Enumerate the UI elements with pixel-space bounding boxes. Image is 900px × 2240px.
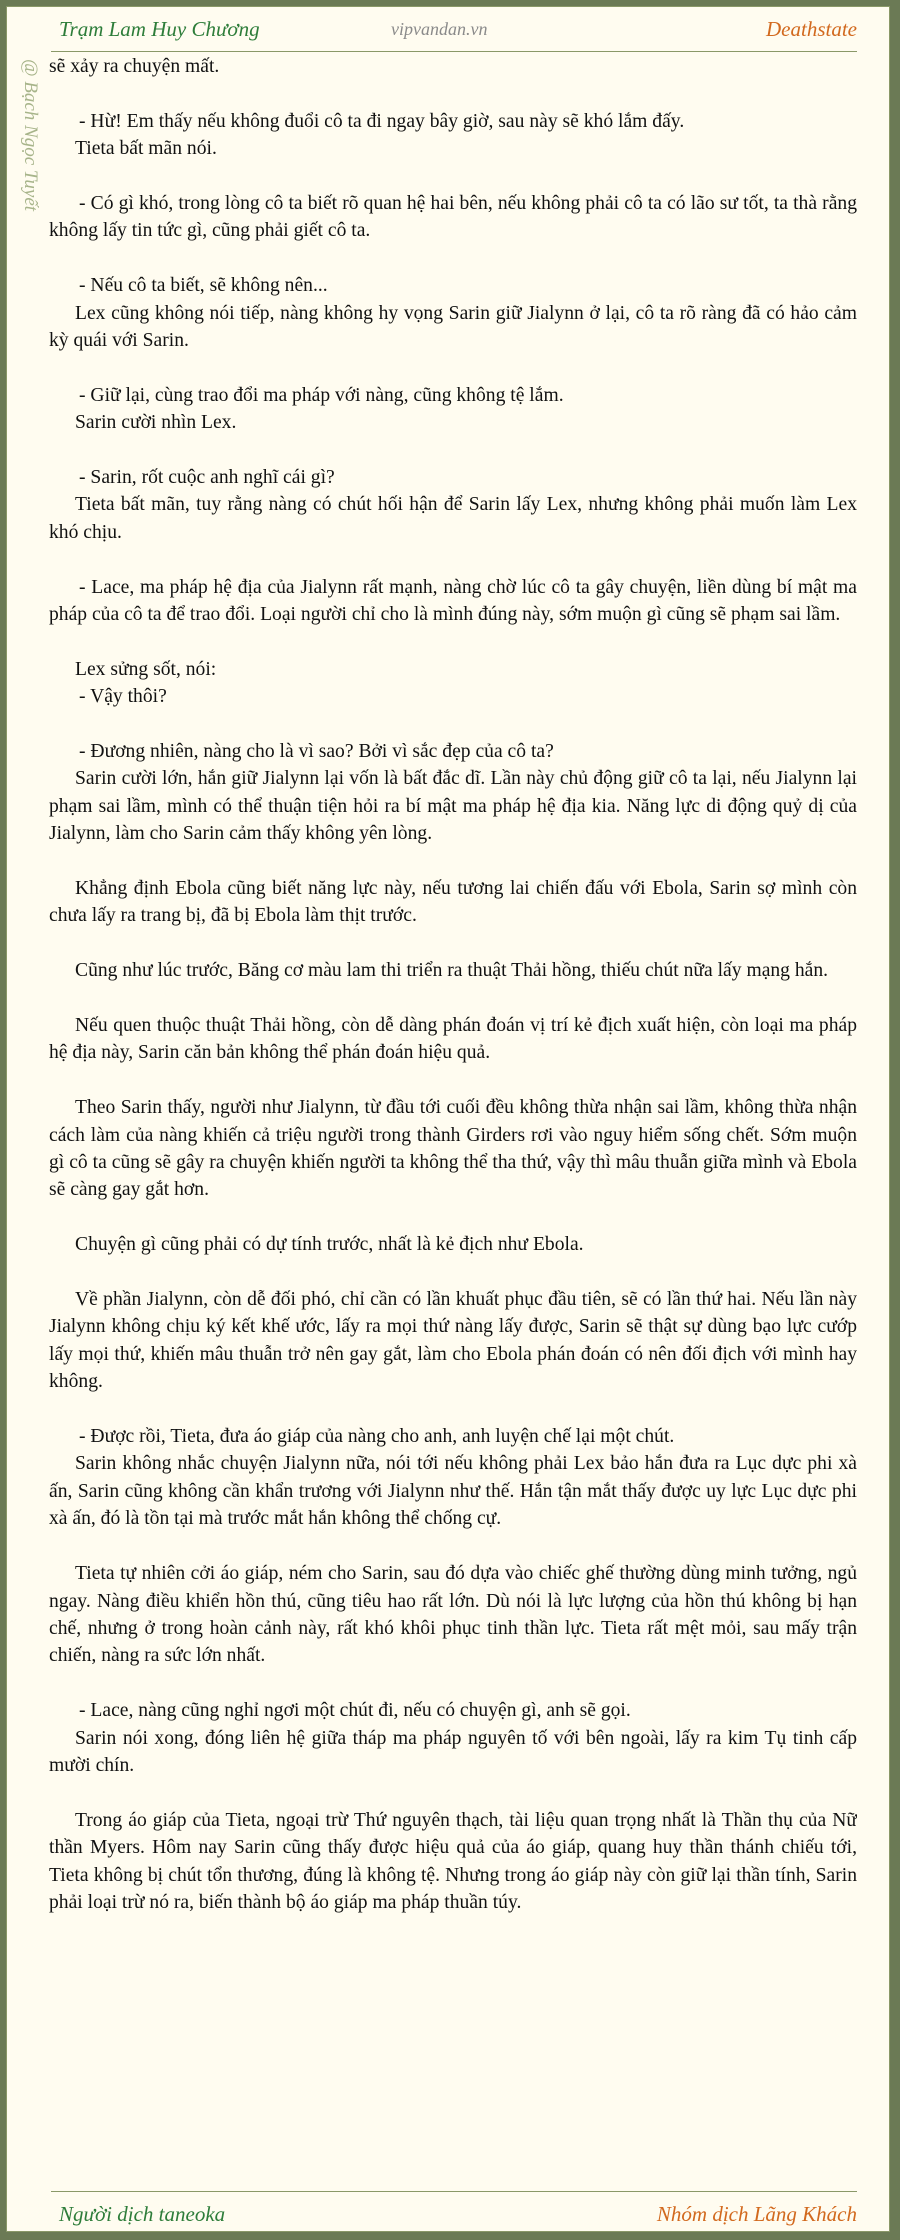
paragraph-gap	[49, 1259, 857, 1286]
paragraph-gap	[49, 1396, 857, 1423]
paragraph: - Vậy thôi?	[79, 686, 167, 708]
paragraph: Cũng như lúc trước, Băng cơ màu lam thi triển ra thuật Thải hồng, thiếu chút nữa lấy mạng hắn.	[75, 960, 829, 982]
paragraph-gap	[49, 1067, 857, 1094]
page	[6, 6, 890, 2232]
header-site: vipvandan.vn	[391, 19, 488, 39]
sidebar-watermark	[9, 59, 49, 279]
paragraph: - Đương nhiên, nàng cho là vì sao? Bởi vì sắc đẹp của cô ta?	[79, 741, 554, 763]
paragraph: - Lace, ma pháp hệ địa của Jialynn rất mạnh, nàng chờ lúc cô ta gây chuyện, liền dùng bí mật ma pháp của cô ta để trao đổi. Loại người chỉ cho là mình đúng này, sớm muộn gì cũng sẽ phạm sai lầm.	[49, 576, 857, 626]
paragraph-gap	[49, 985, 857, 1012]
paragraph: - Sarin, rốt cuộc anh nghĩ cái gì?	[79, 467, 335, 489]
paragraph: Tieta bất mãn, tuy rằng nàng có chút hối hận để Sarin lấy Lex, nhưng không phải muốn làm Lex khó chịu.	[49, 494, 857, 543]
page-footer	[51, 2191, 857, 2234]
paragraph: Về phần Jialynn, còn dễ đối phó, chỉ cần có lần khuất phục đầu tiên, sẽ có lần thứ hai. Nếu lần này Jialynn không chịu ký kết khế ước, lấy ra mọi thứ nàng lấy được, Sarin sẽ thật sự dùng bạo lực cướp lấy mọi thứ, khiến mâu thuẫn trở nên gay gắt, làm cho Ebola phán đoán có nên đối địch với mình hay không.	[49, 1289, 857, 1393]
sidebar-credit: @ Bạch Ngọc Tuyết	[20, 59, 41, 212]
paragraph: - Nếu cô ta biết, sẽ không nên...	[79, 275, 328, 297]
paragraph: - Có gì khó, trong lòng cô ta biết rõ quan hệ hai bên, nếu không phải cô ta có lão sư tốt, ta thà rằng không lấy tin tức gì, cũng phải giết cô ta.	[49, 193, 857, 242]
paragraph-gap	[49, 546, 857, 573]
paragraph: Sarin cười lớn, hắn giữ Jialynn lại vốn là bất đắc dĩ. Lần này chủ động giữ cô ta lại, nếu Jialynn lại phạm sai lầm, mình có thể thuận tiện hỏi ra bí mật ma pháp hệ địa kia. Năng lực di động quỷ dị của Jialynn, làm cho Sarin cảm thấy không yên lòng.	[49, 768, 857, 845]
paragraph: - Được rồi, Tieta, đưa áo giáp của nàng cho anh, anh luyện chế lại một chút.	[79, 1426, 675, 1448]
document-body	[49, 53, 857, 2183]
paragraph-gap	[49, 437, 857, 464]
paragraph: Tieta tự nhiên cởi áo giáp, ném cho Sarin, sau đó dựa vào chiếc ghế thường dùng minh tưởng, ngủ ngay. Nàng điều khiển hồn thú, cũng tiêu hao rất lớn. Dù nói là lực lượng của hồn thú không bị hạn chế, nhưng ở trong hoàn cảnh này, rất khó khôi phục tinh thần lực. Tieta rất mệt mỏi, sau mấy trận chiến, nàng ra sức lớn nhất.	[49, 1563, 857, 1667]
paragraph: Sarin cười nhìn Lex.	[75, 412, 237, 434]
paragraph-gap	[49, 628, 857, 655]
paragraph-gap	[49, 163, 857, 190]
paragraph: Trong áo giáp của Tieta, ngoại trừ Thứ nguyên thạch, tài liệu quan trọng nhất là Thần thụ của Nữ thần Myers. Hôm nay Sarin cũng thấy được hiệu quả của áo giáp, quang huy thần thánh chiếu tới, Tieta không bị chút tổn thương, đúng là không tệ. Nhưng trong áo giáp này còn giữ lại thần tính, Sarin phải loại trừ nó ra, biến thành bộ áo giáp ma pháp thuần túy.	[49, 1809, 857, 1913]
paragraph-gap	[49, 930, 857, 957]
page-header	[51, 7, 857, 52]
paragraph: Lex sửng sốt, nói:	[75, 658, 217, 680]
paragraph: Lex cũng không nói tiếp, nàng không hy vọng Sarin giữ Jialynn ở lại, cô ta rõ ràng đã có hảo cảm kỳ quái với Sarin.	[49, 302, 857, 352]
paragraph: - Lace, nàng cũng nghỉ ngơi một chút đi, nếu có chuyện gì, anh sẽ gọi.	[79, 1700, 631, 1722]
paragraph: Tieta bất mãn nói.	[75, 138, 217, 160]
paragraph: sẽ xảy ra chuyện mất.	[49, 56, 220, 77]
paragraph: Chuyện gì cũng phải có dự tính trước, nhất là kẻ địch như Ebola.	[75, 1234, 584, 1256]
paragraph: Sarin nói xong, đóng liên hệ giữa tháp ma pháp nguyên tố với bên ngoài, lấy ra kim Tụ tinh cấp mười chín.	[49, 1727, 857, 1776]
paragraph: Theo Sarin thấy, người như Jialynn, từ đầu tới cuối đều không thừa nhận sai lầm, không thừa nhận cách làm của nàng khiến cả triệu người trong thành Girders rơi vào nguy hiểm sống chết. Sớm muộn gì cô ta cũng sẽ gây ra chuyện khiến người ta không thể tha thứ, vậy thì mâu thuẫn giữa mình và Ebola sẽ càng gay gắt hơn.	[49, 1097, 857, 1201]
paragraph-gap	[49, 848, 857, 875]
paragraph-gap	[49, 1670, 857, 1697]
paragraph-gap	[49, 245, 857, 272]
paragraph: - Giữ lại, cùng trao đổi ma pháp với nàng, cũng không tệ lắm.	[79, 384, 564, 406]
paragraph: Nếu quen thuộc thuật Thải hồng, còn dễ dàng phán đoán vị trí kẻ địch xuất hiện, còn loại ma pháp hệ địa này, Sarin căn bản không thể phán đoán hiệu quả.	[49, 1015, 857, 1064]
paragraph-gap	[49, 711, 857, 738]
paragraph-gap	[49, 80, 857, 107]
paragraph-gap	[49, 1779, 857, 1806]
footer-translator: Người dịch taneoka	[59, 2202, 226, 2226]
paragraph-gap	[49, 1533, 857, 1560]
footer-group: Nhóm dịch Lãng Khách	[656, 2202, 857, 2226]
paragraph-gap	[49, 1204, 857, 1231]
paragraph-gap	[49, 354, 857, 381]
header-left-title: Trạm Lam Huy Chương	[59, 17, 260, 41]
header-right-title: Deathstate	[766, 17, 857, 41]
paragraph: - Hừ! Em thấy nếu không đuổi cô ta đi ngay bây giờ, sau này sẽ khó lắm đấy.	[79, 110, 685, 132]
paragraph: Khẳng định Ebola cũng biết năng lực này, nếu tương lai chiến đấu với Ebola, Sarin sợ mình còn chưa lấy ra trang bị, đã bị Ebola làm thịt trước.	[49, 878, 857, 927]
paragraph: Sarin không nhắc chuyện Jialynn nữa, nói tới nếu không phải Lex bảo hắn đưa ra Lục dực phi xà ấn, Sarin cũng không cần khẩn trương với Jialynn như thế. Hắn tận mắt thấy được uy lực Lục dực phi xà ấn, đó là tồn tại mà trước mắt hắn không thể chống cự.	[49, 1453, 857, 1530]
